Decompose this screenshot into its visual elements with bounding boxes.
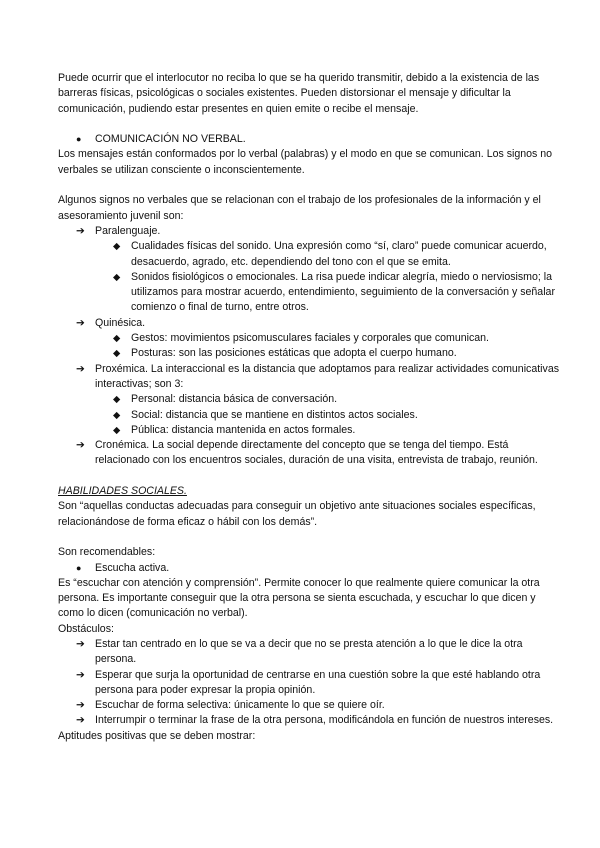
- arrow-icon: ➔: [76, 714, 85, 727]
- diamond-icon: ◆: [113, 241, 121, 253]
- arrow-icon: ➔: [76, 637, 85, 650]
- list-item-text: Quinésica.: [95, 316, 146, 329]
- sub-item-text: Posturas: son las posiciones estáticas que adopta el cuerpo humano.: [131, 347, 457, 360]
- listening-description: Es “escuchar con atención y comprensión”. Permite conocer lo que realmente quiere comunicar la otra persona. Es importante conseguir que la otra persona se sienta escuchada, y escuchar lo que dicen y como lo dicen (comunicación no verbal).: [58, 576, 540, 620]
- sub-item: [58, 331, 560, 346]
- sub-item-text: Social: distancia que se mantiene en distintos actos sociales.: [131, 408, 418, 421]
- list-item-text: Cronémica. La social depende directamente del concepto que se tenga del tiempo. Está relacionado con los encuentros sociales, duración de una visita, entrevista de trabajo, reunión.: [95, 439, 538, 467]
- intro-paragraph: Puede ocurrir que el interlocutor no reciba lo que se ha querido transmitir, debido a la existencia de las barreras físicas, psicológicas o sociales existentes. Pueden distorsionar el mensaje y dificultar la comunicación, pudiendo estar presentes en quien emite o recibe el mensaje.: [58, 72, 540, 115]
- arrow-icon: ➔: [76, 439, 85, 452]
- bullet-icon: ●: [76, 562, 82, 573]
- sub-item-text: Gestos: movimientos psicomusculares faciales y corporales que comunican.: [131, 332, 489, 345]
- diamond-icon: ◆: [113, 424, 121, 436]
- obstacle-item: [58, 713, 560, 728]
- sub-item-text: Personal: distancia básica de conversación.: [131, 393, 338, 406]
- recommended-label: Son recomendables:: [58, 546, 156, 559]
- arrow-icon: ➔: [76, 224, 85, 237]
- sub-item: [58, 346, 560, 361]
- obstacle-text: Estar tan centrado en lo que se va a decir que no se presta atención a lo que le dice la otra persona.: [95, 637, 523, 666]
- sub-item-text: Cualidades físicas del sonido. Una expresión como “sí, claro” puede comunicar acuerdo, desacuerdo, agrado, etc. dependiendo del tono con el que se emita.: [131, 240, 547, 268]
- sub-item: [58, 392, 560, 407]
- list-item: [58, 316, 560, 331]
- obstacles-label: Obstáculos:: [58, 622, 114, 635]
- sub-item: [58, 270, 560, 316]
- list-item: [58, 362, 560, 393]
- sub-item: [58, 239, 560, 270]
- obstacle-item: [58, 698, 560, 713]
- obstacle-text: Escuchar de forma selectiva: únicamente lo que se quiere oír.: [95, 699, 385, 712]
- social-skills-heading: HABILIDADES SOCIALES.: [58, 485, 187, 498]
- obstacle-text: Esperar que surja la oportunidad de centrarse en una cuestión sobre la que esté hablando otra persona para poder expresar la propia opinión.: [95, 668, 541, 696]
- diamond-icon: ◆: [113, 271, 121, 283]
- obstacle-item: [58, 637, 560, 668]
- active-listening-label: Escucha activa.: [95, 561, 170, 574]
- sub-item-text: Sonidos fisiológicos o emocionales. La risa puede indicar alegría, miedo o nerviosismo; la utilizamos para mostrar acuerdo, entendimiento, seguimiento de la conversación y señalar comienzo o final de turno, entre otros.: [131, 270, 555, 314]
- list-item-text: Proxémica. La interaccional es la distancia que adoptamos para realizar actividades comunicativas interactivas; son 3:: [95, 362, 560, 390]
- bullet-icon: ●: [76, 134, 82, 145]
- list-item: [58, 224, 560, 239]
- obstacle-item: [58, 668, 560, 699]
- nonverbal-heading: COMUNICACIÓN NO VERBAL.: [95, 133, 246, 146]
- sub-item: [58, 408, 560, 423]
- diamond-icon: ◆: [113, 409, 121, 421]
- nonverbal-description: Los mensajes están conformados por lo verbal (palabras) y el modo en que se comunican. Los signos no verbales se utilizan consciente o inconscientemente.: [58, 148, 553, 176]
- list-item-text: Paralenguaje.: [95, 224, 161, 237]
- obstacle-text: Interrumpir o terminar la frase de la otra persona, modificándola en función de nuestros intereses.: [95, 714, 554, 727]
- arrow-icon: ➔: [76, 362, 85, 375]
- social-skills-definition: Son “aquellas conductas adecuadas para conseguir un objetivo ante situaciones sociales específicas, relacionándose de forma eficaz o hábil con los demás”.: [58, 500, 536, 528]
- arrow-icon: ➔: [76, 668, 85, 681]
- diamond-icon: ◆: [113, 394, 121, 406]
- active-listening-item: [58, 561, 560, 576]
- list-item: [58, 438, 560, 469]
- diamond-icon: ◆: [113, 333, 121, 345]
- diamond-icon: ◆: [113, 348, 121, 360]
- aptitudes-label: Aptitudes positivas que se deben mostrar:: [58, 729, 256, 742]
- sub-item-text: Pública: distancia mantenida en actos formales.: [131, 423, 356, 436]
- nonverbal-heading-item: [58, 132, 560, 147]
- arrow-icon: ➔: [76, 699, 85, 712]
- signs-intro: Algunos signos no verbales que se relacionan con el trabajo de los profesionales de la información y el asesoramiento juvenil son:: [58, 194, 541, 222]
- arrow-icon: ➔: [76, 316, 85, 329]
- sub-item: [58, 423, 560, 438]
